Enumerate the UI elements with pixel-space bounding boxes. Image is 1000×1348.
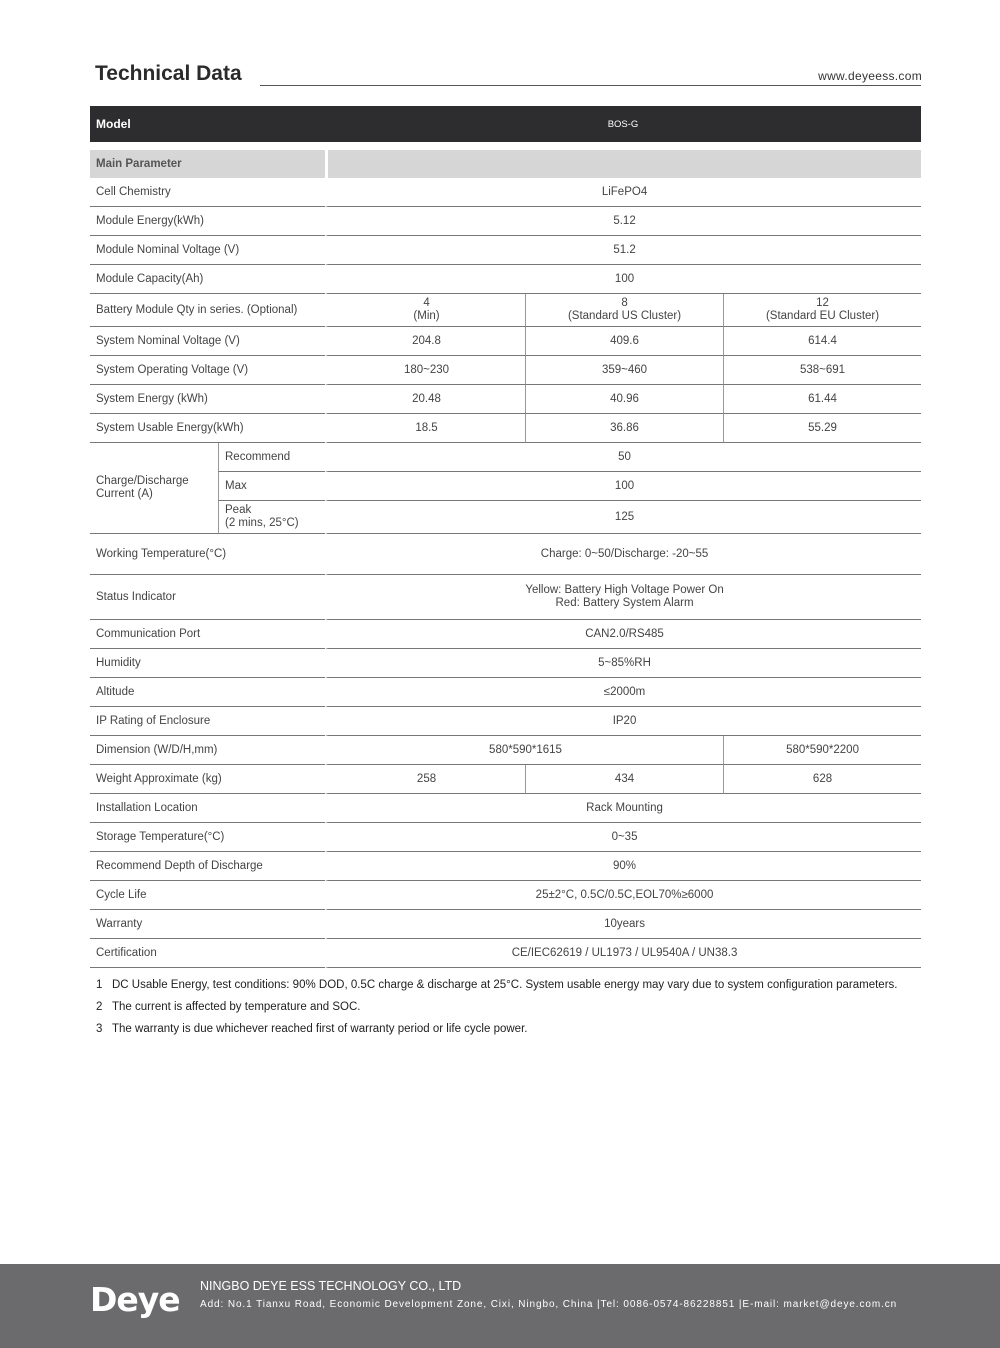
model-row — [90, 106, 921, 142]
row-value: 5~85%RH — [325, 649, 921, 678]
footnotes — [96, 976, 897, 1042]
row-value: 4 (Min) — [325, 294, 525, 327]
row-label: Recommend Depth of Discharge — [90, 852, 325, 881]
row-module-energy — [90, 207, 921, 236]
row-label: Installation Location — [90, 794, 325, 823]
row-value: CE/IEC62619 / UL1973 / UL9540A / UN38.3 — [325, 939, 921, 968]
row-system-energy — [90, 385, 921, 414]
row-value: 359~460 — [525, 356, 723, 385]
row-value: Yellow: Battery High Voltage Power On Red: Battery System Alarm — [325, 575, 921, 620]
row-value: 628 — [723, 765, 921, 794]
row-value: 61.44 — [723, 385, 921, 414]
row-label: Status Indicator — [90, 575, 325, 620]
row-value: IP20 — [325, 707, 921, 736]
row-system-voltage — [90, 327, 921, 356]
row-label: Dimension (W/D/H,mm) — [90, 736, 325, 765]
row-working-temp — [90, 534, 921, 575]
page-title: Technical Data — [95, 62, 242, 85]
row-cell-chemistry — [90, 178, 921, 207]
row-value: 258 — [325, 765, 525, 794]
section-label: Main Parameter — [90, 150, 325, 178]
footnote: 2 The current is affected by temperature and SOC. — [96, 1001, 361, 1013]
row-operating-voltage — [90, 356, 921, 385]
row-value: LiFePO4 — [325, 178, 921, 207]
row-install-location — [90, 794, 921, 823]
row-value: 50 — [325, 443, 921, 472]
row-value: 100 — [325, 265, 921, 294]
row-value: CAN2.0/RS485 — [325, 620, 921, 649]
row-status-indicator — [90, 575, 921, 620]
current-label: Charge/Discharge Current (A) — [90, 443, 218, 534]
row-value: Rack Mounting — [325, 794, 921, 823]
sub-label: Max — [218, 472, 325, 501]
row-label: Warranty — [90, 910, 325, 939]
row-label: Module Nominal Voltage (V) — [90, 236, 325, 265]
row-label: System Usable Energy(kWh) — [90, 414, 325, 443]
row-label: Communication Port — [90, 620, 325, 649]
row-value: Charge: 0~50/Discharge: -20~55 — [325, 534, 921, 575]
row-value: 204.8 — [325, 327, 525, 356]
row-storage-temp — [90, 823, 921, 852]
row-dod — [90, 852, 921, 881]
row-value: 20.48 — [325, 385, 525, 414]
row-value: 36.86 — [525, 414, 723, 443]
row-value: 125 — [325, 501, 921, 534]
row-value: 580*590*2200 — [723, 736, 921, 765]
row-value: 409.6 — [525, 327, 723, 356]
row-value: 10years — [325, 910, 921, 939]
row-label: System Operating Voltage (V) — [90, 356, 325, 385]
row-comm-port — [90, 620, 921, 649]
row-label: Module Capacity(Ah) — [90, 265, 325, 294]
row-value: 538~691 — [723, 356, 921, 385]
row-label: Altitude — [90, 678, 325, 707]
model-label: Model — [90, 106, 325, 142]
model-value: BOS-G — [325, 106, 921, 142]
row-value: 0~35 — [325, 823, 921, 852]
row-module-capacity — [90, 265, 921, 294]
row-value: 51.2 — [325, 236, 921, 265]
row-value: 25±2°C, 0.5C/0.5C,EOL70%≥6000 — [325, 881, 921, 910]
company-name: NINGBO DEYE ESS TECHNOLOGY CO., LTD — [200, 1279, 462, 1293]
row-certification — [90, 939, 921, 968]
row-label: Working Temperature(°C) — [90, 534, 325, 575]
row-value: 100 — [325, 472, 921, 501]
row-label: Module Energy(kWh) — [90, 207, 325, 236]
row-altitude — [90, 678, 921, 707]
row-value: 580*590*1615 — [325, 736, 723, 765]
row-value: 18.5 — [325, 414, 525, 443]
sub-label: Recommend — [218, 443, 325, 472]
row-warranty — [90, 910, 921, 939]
row-usable-energy — [90, 414, 921, 443]
row-label: Battery Module Qty in series. (Optional) — [90, 294, 325, 327]
row-label: Cycle Life — [90, 881, 325, 910]
row-value: 12 (Standard EU Cluster) — [723, 294, 921, 327]
row-ip-rating — [90, 707, 921, 736]
footnote: 3 The warranty is due whichever reached first of warranty period or life cycle power. — [96, 1023, 528, 1035]
row-value: ≤2000m — [325, 678, 921, 707]
row-value: 90% — [325, 852, 921, 881]
header-rule — [260, 85, 921, 86]
row-weight — [90, 765, 921, 794]
row-humidity — [90, 649, 921, 678]
sub-label: Peak (2 mins, 25°C) — [218, 501, 325, 534]
row-value: 55.29 — [723, 414, 921, 443]
company-address: Add: No.1 Tianxu Road, Economic Development Zone, Cixi, Ningbo, China |Tel: 0086-0574-86228851 |E-mail: market@deye.com.cn — [200, 1299, 898, 1310]
website-link[interactable]: www.deyeess.com — [818, 69, 922, 83]
row-module-voltage — [90, 236, 921, 265]
row-value: 180~230 — [325, 356, 525, 385]
row-label: System Energy (kWh) — [90, 385, 325, 414]
row-module-qty — [90, 294, 921, 327]
row-dimension — [90, 736, 921, 765]
page-footer — [0, 1264, 1000, 1348]
row-label: Certification — [90, 939, 325, 968]
row-value: 434 — [525, 765, 723, 794]
footnote: 1 DC Usable Energy, test conditions: 90% DOD, 0.5C charge & discharge at 25°C. System usable energy may vary due to system configuration parameters. — [96, 979, 898, 991]
row-label: Weight Approximate (kg) — [90, 765, 325, 794]
row-label: Cell Chemistry — [90, 178, 325, 207]
row-current-recommend — [90, 443, 921, 472]
row-label: System Nominal Voltage (V) — [90, 327, 325, 356]
row-cycle-life — [90, 881, 921, 910]
row-label: IP Rating of Enclosure — [90, 707, 325, 736]
row-label: Storage Temperature(°C) — [90, 823, 325, 852]
section-main-parameter — [90, 150, 921, 178]
deye-logo: Deye — [90, 1280, 180, 1319]
spec-table — [90, 106, 921, 968]
row-label: Humidity — [90, 649, 325, 678]
row-value: 40.96 — [525, 385, 723, 414]
row-value: 614.4 — [723, 327, 921, 356]
row-value: 5.12 — [325, 207, 921, 236]
row-value: 8 (Standard US Cluster) — [525, 294, 723, 327]
